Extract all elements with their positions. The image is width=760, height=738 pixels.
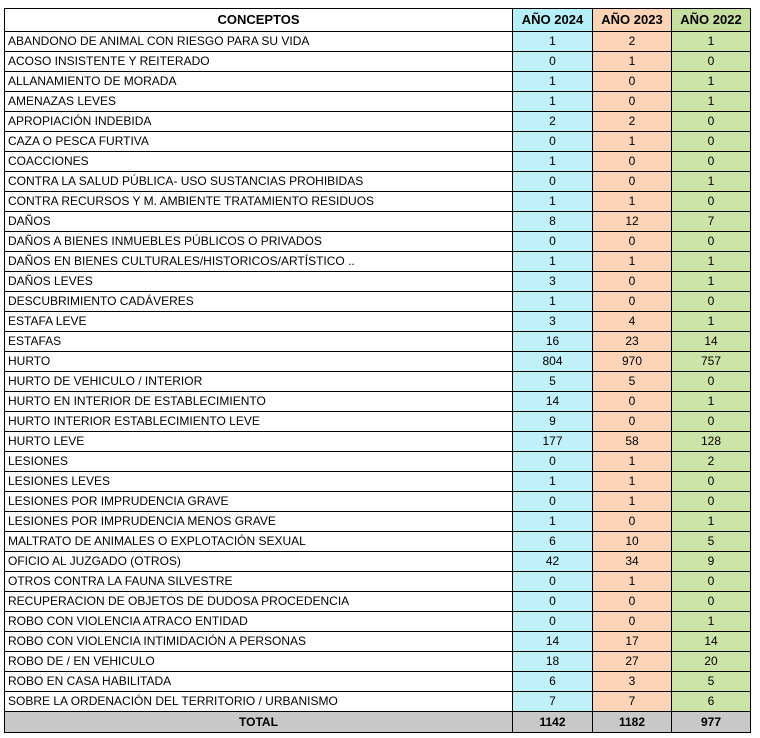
table-row	[5, 392, 751, 412]
value-2024-cell: 804	[513, 352, 593, 372]
table-row	[5, 92, 751, 112]
value-2022-cell: 2	[672, 452, 751, 472]
value-2024-cell: 1	[513, 512, 593, 532]
table-row	[5, 472, 751, 492]
value-2024-cell: 0	[513, 612, 593, 632]
concept-cell: ROBO CON VIOLENCIA ATRACO ENTIDAD	[5, 612, 513, 632]
value-2023-cell: 0	[593, 92, 672, 112]
concept-cell: DAÑOS EN BIENES CULTURALES/HISTORICOS/ARTÍSTICO ..	[5, 252, 513, 272]
table-row	[5, 372, 751, 392]
value-2023-cell: 1	[593, 472, 672, 492]
total-2024: 1142	[513, 712, 593, 733]
value-2024-cell: 0	[513, 452, 593, 472]
value-2024-cell: 0	[513, 132, 593, 152]
value-2022-cell: 128	[672, 432, 751, 452]
value-2024-cell: 14	[513, 392, 593, 412]
concept-cell: DAÑOS A BIENES INMUEBLES PÚBLICOS O PRIVADOS	[5, 232, 513, 252]
value-2022-cell: 0	[672, 152, 751, 172]
value-2024-cell: 1	[513, 192, 593, 212]
table-row	[5, 452, 751, 472]
value-2023-cell: 1	[593, 192, 672, 212]
concept-cell: APROPIACIÓN INDEBIDA	[5, 112, 513, 132]
value-2022-cell: 0	[672, 192, 751, 212]
concept-cell: HURTO DE VEHICULO / INTERIOR	[5, 372, 513, 392]
concept-cell: DAÑOS	[5, 212, 513, 232]
value-2023-cell: 5	[593, 372, 672, 392]
value-2023-cell: 0	[593, 412, 672, 432]
table-row	[5, 332, 751, 352]
value-2023-cell: 10	[593, 532, 672, 552]
concept-cell: DESCUBRIMIENTO CADÁVERES	[5, 292, 513, 312]
value-2023-cell: 1	[593, 452, 672, 472]
concept-cell: ABANDONO DE ANIMAL CON RIESGO PARA SU VIDA	[5, 32, 513, 52]
value-2024-cell: 0	[513, 592, 593, 612]
concept-cell: ROBO DE / EN VEHICULO	[5, 652, 513, 672]
header-conceptos: CONCEPTOS	[5, 9, 513, 32]
value-2024-cell: 1	[513, 292, 593, 312]
value-2024-cell: 7	[513, 692, 593, 712]
concept-cell: HURTO LEVE	[5, 432, 513, 452]
value-2023-cell: 1	[593, 132, 672, 152]
table-row	[5, 512, 751, 532]
value-2022-cell: 20	[672, 652, 751, 672]
concept-cell: HURTO	[5, 352, 513, 372]
table-row	[5, 412, 751, 432]
concept-cell: CONTRA LA SALUD PÚBLICA- USO SUSTANCIAS PROHIBIDAS	[5, 172, 513, 192]
concept-cell: LESIONES	[5, 452, 513, 472]
concept-cell: ACOSO INSISTENTE Y REITERADO	[5, 52, 513, 72]
concept-cell: OFICIO AL JUZGADO (OTROS)	[5, 552, 513, 572]
value-2024-cell: 0	[513, 572, 593, 592]
value-2023-cell: 7	[593, 692, 672, 712]
value-2023-cell: 1	[593, 52, 672, 72]
table-header-row	[5, 9, 751, 32]
table-row	[5, 432, 751, 452]
value-2024-cell: 8	[513, 212, 593, 232]
value-2024-cell: 1	[513, 92, 593, 112]
value-2022-cell: 5	[672, 532, 751, 552]
total-row	[5, 712, 751, 733]
value-2022-cell: 0	[672, 132, 751, 152]
value-2023-cell: 3	[593, 672, 672, 692]
value-2023-cell: 0	[593, 272, 672, 292]
value-2023-cell: 0	[593, 512, 672, 532]
value-2022-cell: 0	[672, 292, 751, 312]
value-2024-cell: 0	[513, 232, 593, 252]
concept-cell: SOBRE LA ORDENACIÓN DEL TERRITORIO / URBANISMO	[5, 692, 513, 712]
header-year-2024: AÑO 2024	[513, 9, 593, 32]
concept-cell: LESIONES POR IMPRUDENCIA GRAVE	[5, 492, 513, 512]
value-2024-cell: 1	[513, 32, 593, 52]
value-2024-cell: 2	[513, 112, 593, 132]
table-row	[5, 592, 751, 612]
value-2022-cell: 14	[672, 632, 751, 652]
table-row	[5, 292, 751, 312]
value-2024-cell: 6	[513, 532, 593, 552]
value-2023-cell: 23	[593, 332, 672, 352]
value-2022-cell: 0	[672, 592, 751, 612]
value-2024-cell: 18	[513, 652, 593, 672]
total-2022: 977	[672, 712, 751, 733]
concept-cell: LESIONES LEVES	[5, 472, 513, 492]
value-2024-cell: 0	[513, 172, 593, 192]
value-2023-cell: 0	[593, 152, 672, 172]
value-2024-cell: 1	[513, 152, 593, 172]
concept-cell: CONTRA RECURSOS Y M. AMBIENTE TRATAMIENTO RESIDUOS	[5, 192, 513, 212]
table-body	[5, 32, 751, 712]
value-2022-cell: 1	[672, 612, 751, 632]
value-2022-cell: 1	[672, 32, 751, 52]
table-row	[5, 52, 751, 72]
value-2023-cell: 27	[593, 652, 672, 672]
value-2022-cell: 6	[672, 692, 751, 712]
concept-cell: ROBO EN CASA HABILITADA	[5, 672, 513, 692]
value-2024-cell: 1	[513, 72, 593, 92]
value-2022-cell: 7	[672, 212, 751, 232]
table-row	[5, 552, 751, 572]
concept-cell: AMENAZAS LEVES	[5, 92, 513, 112]
total-label: TOTAL	[5, 712, 513, 733]
value-2022-cell: 1	[672, 392, 751, 412]
value-2023-cell: 0	[593, 292, 672, 312]
concept-cell: ALLANAMIENTO DE MORADA	[5, 72, 513, 92]
concept-cell: RECUPERACION DE OBJETOS DE DUDOSA PROCEDENCIA	[5, 592, 513, 612]
value-2024-cell: 3	[513, 272, 593, 292]
value-2022-cell: 0	[672, 492, 751, 512]
value-2022-cell: 14	[672, 332, 751, 352]
table-row	[5, 532, 751, 552]
concept-cell: LESIONES POR IMPRUDENCIA MENOS GRAVE	[5, 512, 513, 532]
value-2023-cell: 0	[593, 392, 672, 412]
value-2023-cell: 0	[593, 72, 672, 92]
value-2022-cell: 1	[672, 172, 751, 192]
header-year-2022: AÑO 2022	[672, 9, 751, 32]
value-2023-cell: 2	[593, 112, 672, 132]
value-2024-cell: 177	[513, 432, 593, 452]
table-row	[5, 272, 751, 292]
value-2022-cell: 0	[672, 372, 751, 392]
value-2023-cell: 0	[593, 612, 672, 632]
value-2023-cell: 2	[593, 32, 672, 52]
value-2024-cell: 42	[513, 552, 593, 572]
value-2022-cell: 1	[672, 252, 751, 272]
concept-cell: COACCIONES	[5, 152, 513, 172]
concept-cell: MALTRATO DE ANIMALES O EXPLOTACIÓN SEXUAL	[5, 532, 513, 552]
table-row	[5, 692, 751, 712]
table-row	[5, 312, 751, 332]
table-row	[5, 352, 751, 372]
crime-statistics-table	[4, 8, 751, 733]
value-2022-cell: 0	[672, 232, 751, 252]
table-row	[5, 492, 751, 512]
value-2023-cell: 4	[593, 312, 672, 332]
value-2023-cell: 1	[593, 572, 672, 592]
value-2024-cell: 1	[513, 472, 593, 492]
value-2023-cell: 17	[593, 632, 672, 652]
value-2023-cell: 0	[593, 172, 672, 192]
concept-cell: CAZA O PESCA FURTIVA	[5, 132, 513, 152]
value-2023-cell: 1	[593, 252, 672, 272]
value-2022-cell: 1	[672, 272, 751, 292]
table-row	[5, 152, 751, 172]
table-row	[5, 112, 751, 132]
value-2024-cell: 14	[513, 632, 593, 652]
value-2022-cell: 5	[672, 672, 751, 692]
value-2024-cell: 0	[513, 492, 593, 512]
value-2023-cell: 0	[593, 592, 672, 612]
value-2022-cell: 757	[672, 352, 751, 372]
value-2023-cell: 0	[593, 232, 672, 252]
table-row	[5, 672, 751, 692]
value-2022-cell: 1	[672, 512, 751, 532]
value-2022-cell: 0	[672, 112, 751, 132]
value-2024-cell: 3	[513, 312, 593, 332]
table-row	[5, 72, 751, 92]
value-2024-cell: 16	[513, 332, 593, 352]
value-2024-cell: 1	[513, 252, 593, 272]
table-row	[5, 632, 751, 652]
concept-cell: ESTAFA LEVE	[5, 312, 513, 332]
table-row	[5, 232, 751, 252]
concept-cell: OTROS CONTRA LA FAUNA SILVESTRE	[5, 572, 513, 592]
value-2022-cell: 0	[672, 52, 751, 72]
table-row	[5, 172, 751, 192]
value-2024-cell: 0	[513, 52, 593, 72]
value-2024-cell: 5	[513, 372, 593, 392]
concept-cell: DAÑOS LEVES	[5, 272, 513, 292]
concept-cell: ROBO CON VIOLENCIA INTIMIDACIÓN A PERSONAS	[5, 632, 513, 652]
table-row	[5, 572, 751, 592]
value-2024-cell: 9	[513, 412, 593, 432]
table-row	[5, 32, 751, 52]
table-row	[5, 192, 751, 212]
concept-cell: HURTO INTERIOR ESTABLECIMIENTO LEVE	[5, 412, 513, 432]
value-2023-cell: 34	[593, 552, 672, 572]
header-year-2023: AÑO 2023	[593, 9, 672, 32]
value-2022-cell: 1	[672, 92, 751, 112]
table-row	[5, 612, 751, 632]
value-2022-cell: 0	[672, 572, 751, 592]
table-row	[5, 212, 751, 232]
value-2023-cell: 1	[593, 492, 672, 512]
value-2023-cell: 970	[593, 352, 672, 372]
value-2024-cell: 6	[513, 672, 593, 692]
concept-cell: HURTO EN INTERIOR DE ESTABLECIMIENTO	[5, 392, 513, 412]
concept-cell: ESTAFAS	[5, 332, 513, 352]
value-2022-cell: 1	[672, 312, 751, 332]
value-2022-cell: 0	[672, 472, 751, 492]
total-2023: 1182	[593, 712, 672, 733]
value-2023-cell: 12	[593, 212, 672, 232]
value-2022-cell: 1	[672, 72, 751, 92]
value-2022-cell: 0	[672, 412, 751, 432]
table-row	[5, 252, 751, 272]
value-2023-cell: 58	[593, 432, 672, 452]
table-row	[5, 132, 751, 152]
table-row	[5, 652, 751, 672]
value-2022-cell: 9	[672, 552, 751, 572]
